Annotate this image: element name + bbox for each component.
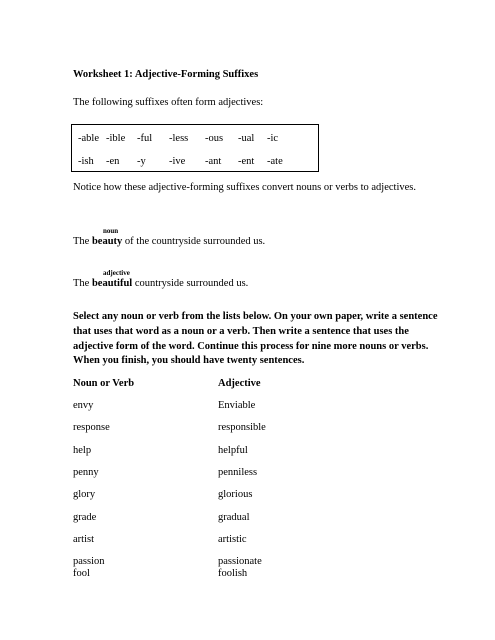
adjective-cell: helpful — [218, 445, 248, 456]
noun-verb-cell: help — [73, 445, 92, 456]
suffix: -ible — [106, 133, 126, 144]
adjective-cell: glorious — [218, 489, 253, 500]
adjective-cell: passionate — [218, 556, 262, 567]
noun-verb-cell: passion — [73, 556, 105, 567]
instructions-line: Select any noun or verb from the lists below. On your own paper, write a sentence — [73, 311, 438, 322]
example-label-adjective: adjective — [103, 269, 130, 277]
suffix: -ic — [267, 133, 279, 144]
example-1-before: The — [73, 236, 92, 247]
intro-text: The following suffixes often form adjectives: — [73, 97, 264, 108]
suffix: -less — [169, 133, 189, 144]
instructions-line: When you finish, you should have twenty sentences. — [73, 355, 305, 367]
notice-text: Notice how these adjective-forming suffixes convert nouns or verbs to adjectives. — [73, 182, 416, 193]
instructions-line: adjective form of the word. Continue this process for nine more nouns or verbs. — [73, 340, 429, 352]
column-header-adjective: Adjective — [218, 378, 261, 389]
example-2-word: beautiful — [91, 278, 133, 289]
noun-verb-cell: envy — [73, 400, 94, 411]
example-sentence-2 — [73, 279, 248, 290]
suffix: -y — [137, 156, 146, 167]
adjective-cell: foolish — [218, 568, 248, 579]
example-label-noun: noun — [103, 227, 119, 235]
worksheet-title: Worksheet 1: Adjective-Forming Suffixes — [73, 69, 259, 80]
suffix: -ant — [205, 156, 222, 167]
instructions-line: that uses that word as a noun or a verb. Then write a sentence that uses the — [73, 325, 409, 337]
suffix-box — [71, 124, 319, 172]
example-2-before: The — [73, 278, 92, 289]
suffix: -able — [78, 133, 99, 144]
noun-verb-cell: artist — [73, 534, 94, 545]
adjective-cell: Enviable — [218, 400, 256, 411]
suffix: -en — [106, 156, 120, 167]
noun-verb-cell: response — [73, 422, 110, 433]
example-sentence-1 — [73, 237, 265, 248]
noun-verb-cell: fool — [73, 568, 90, 579]
adjective-cell: penniless — [218, 467, 258, 478]
suffix: -ful — [137, 133, 153, 144]
example-1-word: beauty — [91, 236, 123, 247]
noun-verb-cell: glory — [73, 489, 96, 500]
example-2-after: countryside surrounded us. — [132, 278, 249, 289]
noun-verb-cell: penny — [73, 467, 99, 478]
suffix: -ate — [267, 156, 283, 167]
noun-verb-cell: grade — [73, 512, 97, 523]
suffix: -ous — [205, 133, 224, 144]
adjective-cell: artistic — [218, 534, 247, 545]
adjective-cell: responsible — [218, 422, 266, 433]
suffix: -ual — [238, 133, 255, 144]
example-1-after: of the countryside surrounded us. — [122, 236, 266, 247]
suffix: -ive — [169, 156, 186, 167]
suffix: -ish — [78, 156, 94, 167]
suffix: -ent — [238, 156, 255, 167]
column-header-noun-or-verb: Noun or Verb — [73, 378, 135, 389]
adjective-cell: gradual — [218, 512, 250, 523]
instructions-paragraph — [73, 310, 438, 369]
